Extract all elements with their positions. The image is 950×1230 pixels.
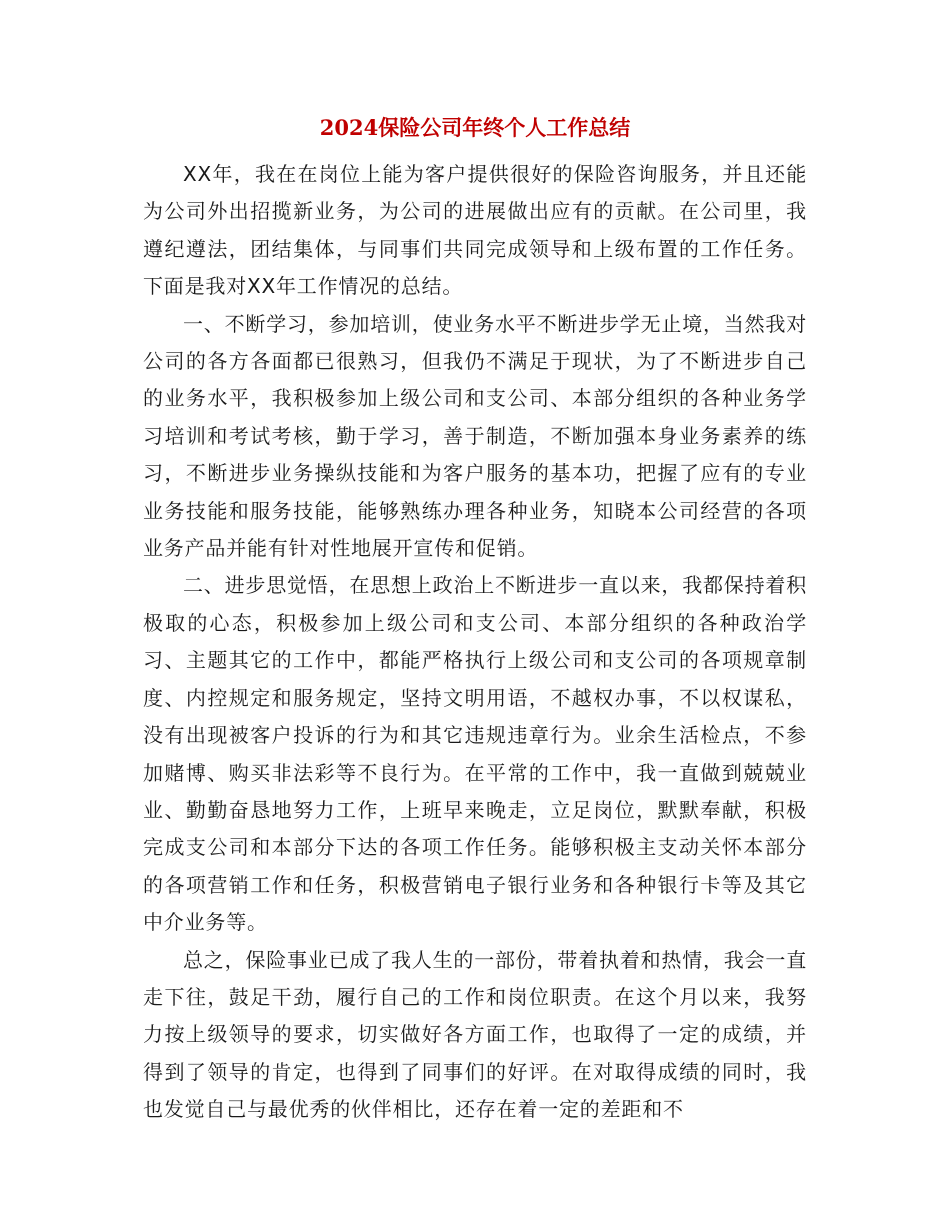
paragraph-ideology: 二、进步思觉悟，在思想上政治上不断进步一直以来，我都保持着积极取的心态，积极参加上级公司和支公司、本部分组织的各种政治学习、主题其它的工作中，都能严格执行上级公司和支公司的各项规章制度、内控规定和服务规定，坚持文明用语，不越权办事，不以权谋私，没有出现被客户投诉的行为和其它违规违章行为。业余生活检点，不参加赌博、购买非法彩等不良行为。在平常的工作中，我一直做到兢兢业业、勤勤奋恳地努力工作，上班早来晚走，立足岗位，默默奉献，积极完成支公司和本部分下达的各项工作任务。能够积极主支动关怀本部分的各项营销工作和任务，积极营销电子银行业务和各种银行卡等及其它中介业务等。 bbox=[143, 573, 807, 935]
paragraph-intro: XX年，我在在岗位上能为客户提供很好的保险咨询服务，并且还能为公司外出招揽新业务，为公司的进展做出应有的贡献。在公司里，我遵纪遵法，团结集体，与同事们共同完成领导和上级布置的工作任务。下面是我对XX年工作情况的总结。 bbox=[143, 162, 807, 299]
document-title: 2024保险公司年终个人工作总结 bbox=[319, 115, 631, 140]
paragraph-summary: 总之，保险事业已成了我人生的一部份，带着执着和热情，我会一直走下往，鼓足干劲，履行自己的工作和岗位职责。在这个月以来，我努力按上级领导的要求，切实做好各方面工作，也取得了一定的成绩，并得到了领导的肯定，也得到了同事们的好评。在对取得成绩的同时，我也发觉自己与最优秀的伙伴相比，还存在着一定的差距和不 bbox=[143, 947, 807, 1122]
paragraph-learning: 一、不断学习，参加培训，使业务水平不断进步学无止境，当然我对公司的各方各面都已很熟习，但我仍不满足于现状，为了不断进步自己的业务水平，我积极参加上级公司和支公司、本部分组织的各种业务学习培训和考试考核，勤于学习，善于制造，不断加强本身业务素养的练习，不断进步业务操纵技能和为客户服务的基本功，把握了应有的专业业务技能和服务技能，能够熟练办理各种业务，知晓本公司经营的各项业务产品并能有针对性地展开宣传和促销。 bbox=[143, 311, 807, 561]
document-body bbox=[143, 156, 807, 1129]
